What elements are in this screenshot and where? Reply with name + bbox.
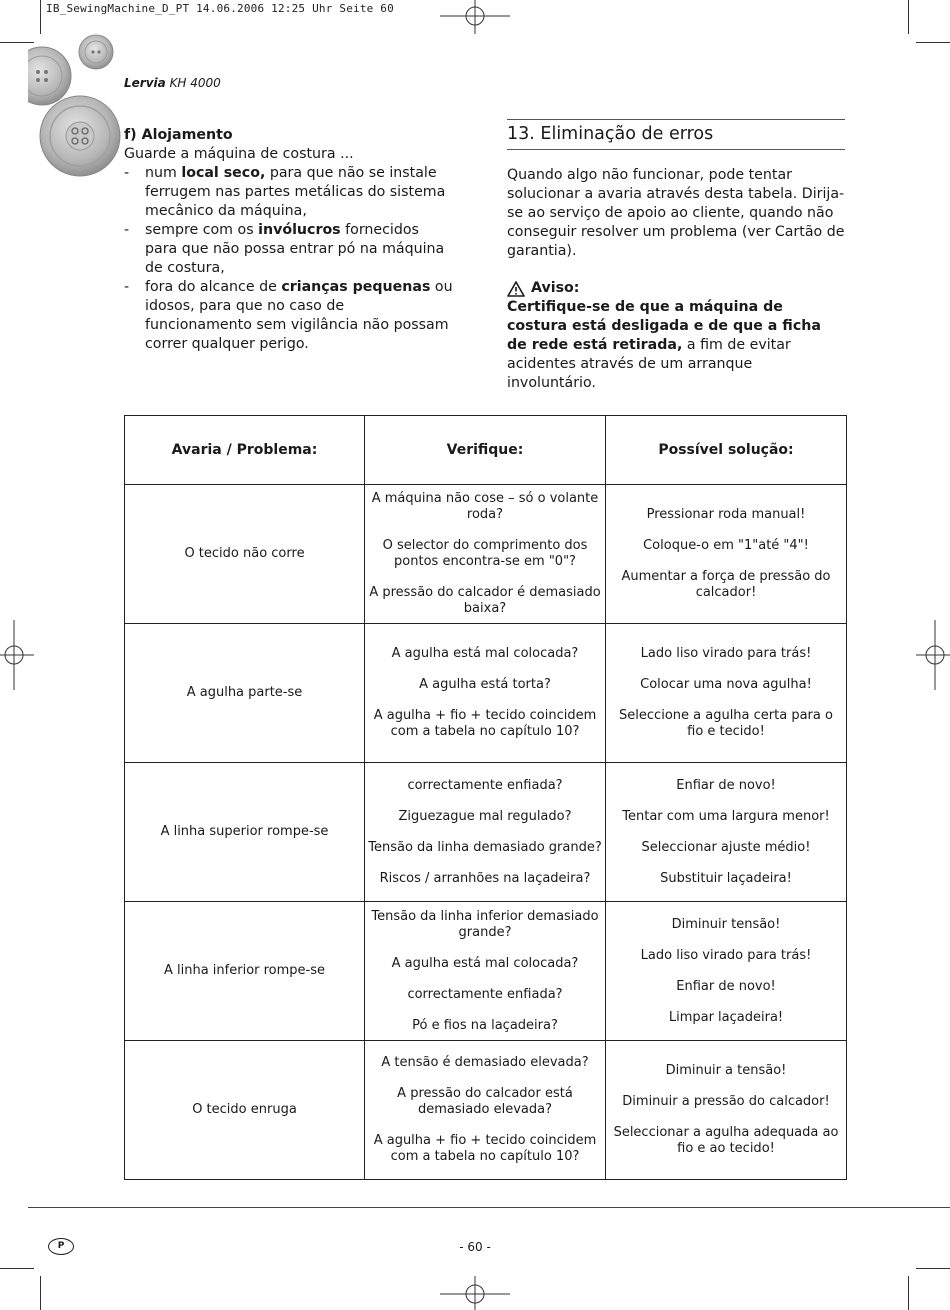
check-item: A agulha + fio + tecido coincidem com a tabela no capítulo 10? (373, 1133, 597, 1164)
solution-item: Seleccionar ajuste médio! (641, 839, 811, 855)
table-header-row (125, 416, 847, 485)
troubleshooting-section (507, 119, 845, 393)
warning-triangle-icon (507, 281, 525, 297)
problem-cell: O tecido não corre (125, 485, 365, 624)
check-item: Tensão da linha demasiado grande? (368, 839, 602, 855)
solution-item: Seleccione a agulha certa para o fio e tecido! (619, 708, 833, 739)
list-dash: - (124, 222, 130, 238)
list-item (124, 221, 454, 278)
check-cell (365, 624, 606, 763)
check-item: A agulha está torta? (419, 677, 551, 692)
check-item: correctamente enfiada? (407, 777, 563, 793)
sewing-button-icon (28, 30, 128, 180)
list-item (124, 278, 454, 354)
solution-cell (606, 763, 847, 902)
list-item-text: para que não se instale ferrugem nas partes metálicas do sistema mecânico da máquina, (145, 165, 446, 219)
warning-text (507, 298, 845, 393)
registration-mark-left-icon (0, 620, 34, 690)
list-item-text: fora do alcance de (145, 279, 282, 295)
model-name: KH 4000 (165, 76, 221, 90)
header-solution: Possível solução: (606, 416, 847, 485)
solution-item: Coloque-o em "1"até "4"! (643, 538, 809, 553)
solution-item: Enfiar de novo! (676, 777, 776, 793)
problem-cell: A linha superior rompe-se (125, 763, 365, 902)
brand-model (124, 76, 221, 90)
check-item: A agulha está mal colocada? (391, 955, 579, 971)
storage-heading: f) Alojamento (124, 127, 233, 143)
solution-item: Pressionar roda manual! (646, 507, 806, 522)
check-item: A agulha + fio + tecido coincidem com a tabela no capítulo 10? (373, 708, 597, 739)
solution-cell (606, 485, 847, 624)
table-row (125, 624, 847, 763)
brand-name: Lervia (124, 76, 166, 90)
list-item-text: fornecidos para que não possa entrar pó na máquina de costura, (145, 222, 445, 276)
check-item: Tensão da linha inferior demasiado grande? (371, 908, 599, 940)
solution-item: Seleccionar a agulha adequada ao fio e ao tecido! (613, 1125, 839, 1156)
list-item-bold: local seco, (181, 165, 266, 181)
solution-item: Aumentar a força de pressão do calcador! (621, 569, 831, 600)
solution-item: Colocar uma nova agulha! (640, 677, 812, 692)
list-item-text: sempre com os (145, 222, 259, 238)
solution-item: Limpar laçadeira! (668, 1009, 784, 1025)
solution-item: Lado liso virado para trás! (640, 646, 812, 661)
table-row (125, 763, 847, 902)
table-row (125, 485, 847, 624)
check-item: A pressão do calcador é demasiado baixa? (369, 585, 601, 616)
warning-heading (507, 279, 845, 298)
check-cell (365, 763, 606, 902)
header-check: Verifique: (365, 416, 606, 485)
solution-item: Diminuir a pressão do calcador! (622, 1094, 830, 1109)
solution-cell (606, 902, 847, 1041)
list-item (124, 164, 454, 221)
check-item: A tensão é demasiado elevada? (381, 1055, 589, 1070)
list-dash: - (124, 165, 130, 181)
list-item-text: ou idosos, para que no caso de funcionamento sem vigilância não possam correr qualquer perigo. (145, 279, 453, 352)
storage-section (124, 126, 454, 354)
storage-lead: Guarde a máquina de costura ... (124, 146, 354, 162)
check-item: Pó e fios na laçadeira? (412, 1017, 558, 1033)
check-cell (365, 1041, 606, 1180)
problem-cell: A agulha parte-se (125, 624, 365, 763)
check-item: Ziguezague mal regulado? (398, 808, 572, 824)
registration-mark-top-icon (440, 0, 510, 34)
check-item: A agulha está mal colocada? (391, 646, 579, 661)
solution-item: Diminuir tensão! (671, 916, 781, 932)
check-item: A máquina não cose – só o volante roda? (371, 491, 599, 522)
storage-list (124, 164, 454, 354)
print-slug-line: IB_SewingMachine_D_PT 14.06.2006 12:25 Uhr Seite 60 (46, 2, 394, 15)
section-title: 13. Eliminação de erros (507, 119, 845, 150)
solution-cell (606, 1041, 847, 1180)
check-item: Riscos / arranhões na laçadeira? (379, 870, 591, 886)
table-row (125, 902, 847, 1041)
check-cell (365, 485, 606, 624)
warning-rest-text: a fim de evitar acidentes através de um arranque involuntário. (507, 337, 791, 391)
registration-mark-bottom-icon (440, 1276, 510, 1310)
solution-item: Enfiar de novo! (676, 978, 776, 994)
list-item-text: num (145, 165, 182, 181)
troubleshooting-table (124, 415, 847, 1180)
solution-item: Tentar com uma largura menor! (622, 808, 830, 824)
header-problem: Avaria / Problema: (125, 416, 365, 485)
solution-item: Lado liso virado para trás! (640, 947, 812, 963)
table-row (125, 1041, 847, 1180)
registration-mark-right-icon (916, 620, 950, 690)
list-item-bold: crianças pequenas (281, 279, 431, 295)
warning-bold-text: Certifique-se de que a máquina de costura está desligada e de que a ficha de rede está retirada, (507, 299, 821, 353)
warning-label: Aviso: (531, 280, 580, 296)
problem-cell: A linha inferior rompe-se (125, 902, 365, 1041)
page-number: - 60 - (459, 1240, 491, 1254)
check-item: correctamente enfiada? (407, 986, 563, 1002)
check-item: A pressão do calcador está demasiado elevada? (397, 1086, 573, 1117)
list-dash: - (124, 279, 130, 295)
section-intro: Quando algo não funcionar, pode tentar solucionar a avaria através desta tabela. Dirija-se ao serviço de apoio ao cliente, quando não conseguir resolver um problema (ver Cartão de garantia). (507, 167, 845, 259)
list-item-bold: invólucros (258, 222, 341, 238)
solution-item: Diminuir a tensão! (665, 1063, 787, 1078)
solution-cell (606, 624, 847, 763)
solution-item: Substituir laçadeira! (660, 870, 792, 886)
language-badge: P (48, 1238, 74, 1255)
check-item: O selector do comprimento dos pontos encontra-se em "0"? (382, 538, 588, 569)
footer-rule (28, 1207, 950, 1208)
check-cell (365, 902, 606, 1041)
problem-cell: O tecido enruga (125, 1041, 365, 1180)
